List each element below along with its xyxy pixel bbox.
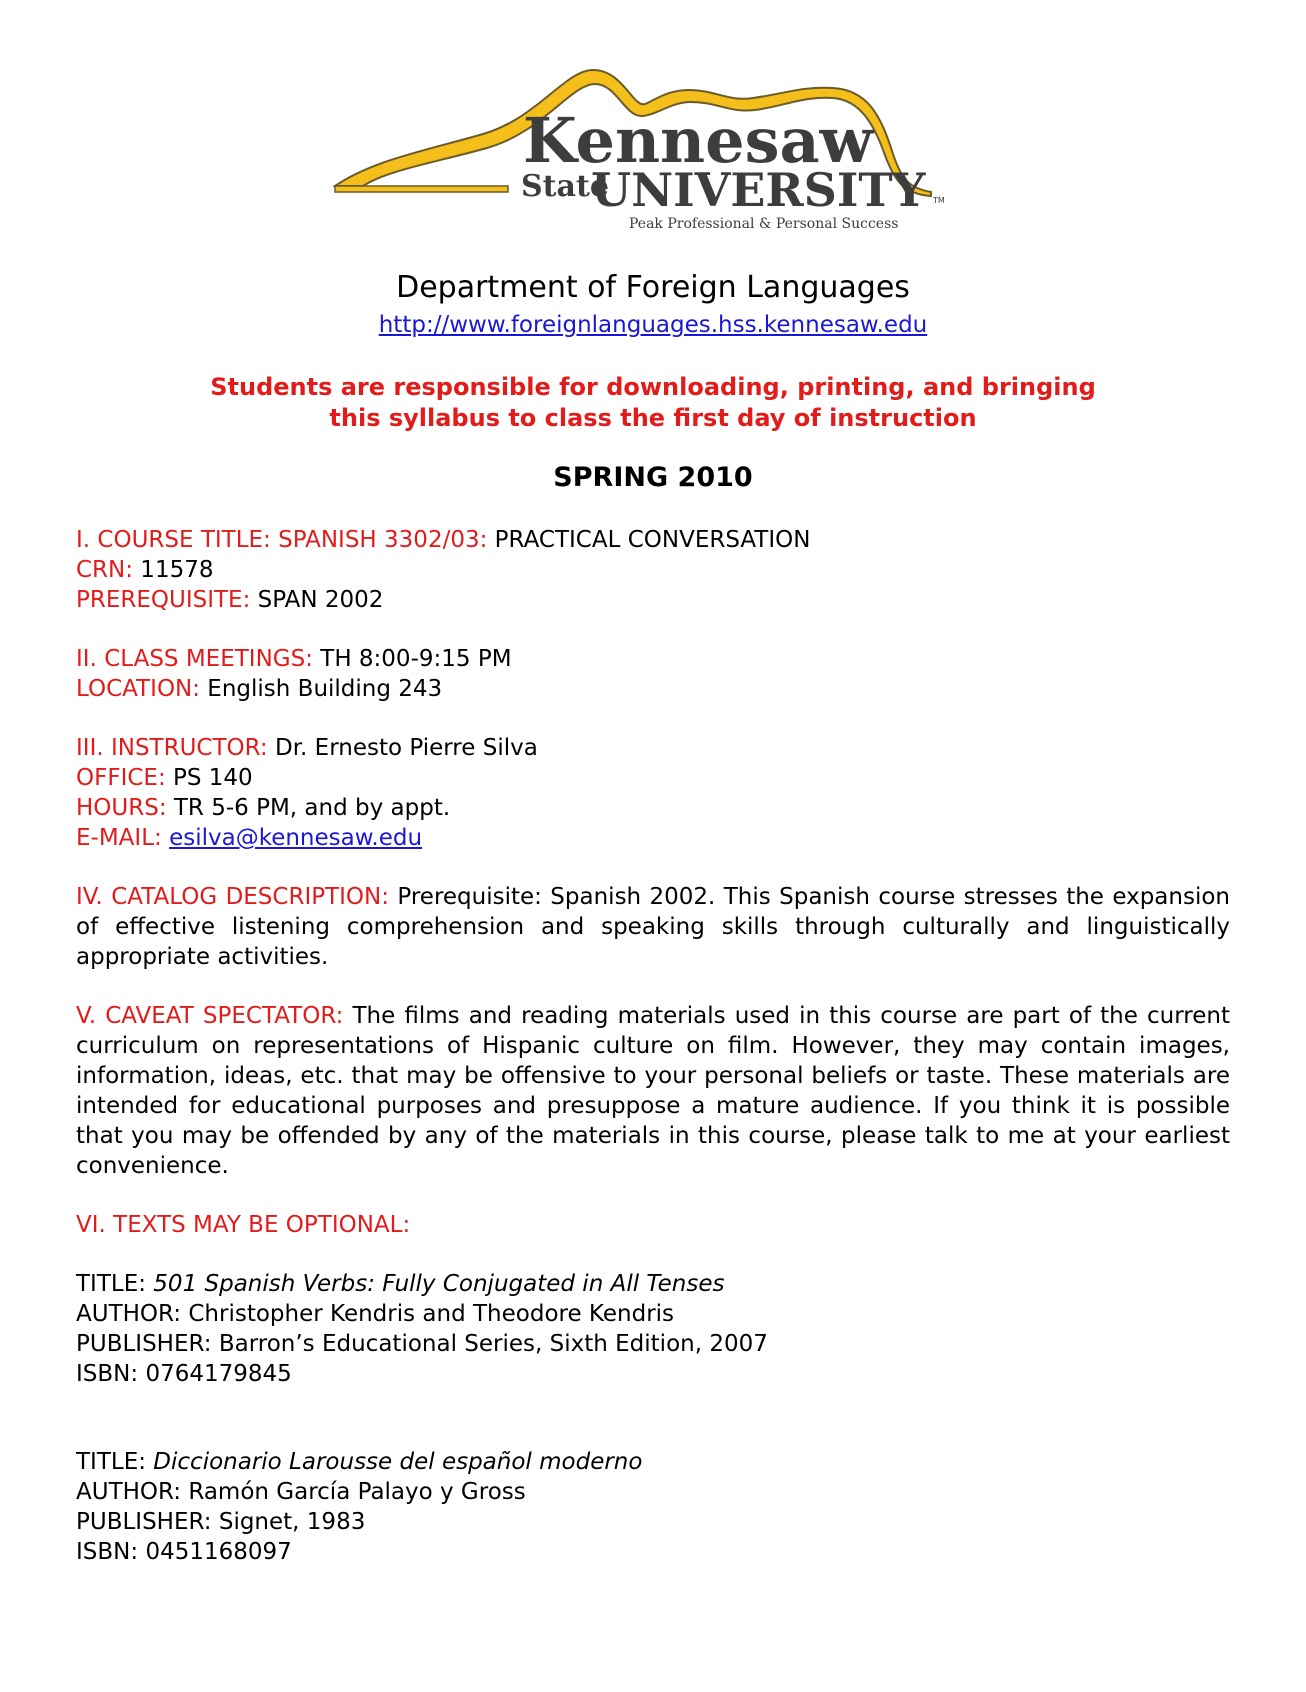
book-publisher-row	[76, 1329, 1230, 1359]
book-publisher-row	[76, 1507, 1230, 1537]
book-author: Christopher Kendris and Theodore Kendris	[188, 1301, 675, 1327]
prerequisite-label: PREREQUISITE:	[76, 587, 251, 613]
instructor-label: III. INSTRUCTOR:	[76, 735, 268, 761]
logo-kennesaw-text: Kennesaw	[523, 104, 874, 177]
department-title: Department of Foreign Languages	[396, 270, 910, 305]
term-heading: SPRING 2010	[553, 462, 753, 493]
location-value: English Building 243	[200, 676, 443, 702]
spacer	[76, 1389, 1230, 1447]
notice-line-2: this syllabus to class the first day of instruction	[329, 404, 977, 432]
book-isbn-label: ISBN:	[76, 1361, 146, 1387]
spacer	[76, 1240, 1230, 1269]
class-meetings-row	[76, 644, 1230, 674]
logo-swoosh-base	[335, 186, 508, 192]
book-publisher-label: PUBLISHER:	[76, 1509, 219, 1535]
catalog-description-label: IV. CATALOG DESCRIPTION:	[76, 884, 389, 910]
book-title-row	[76, 1269, 1230, 1299]
email-link[interactable]: esilva@kennesaw.edu	[169, 825, 423, 851]
course-title-label: I. COURSE TITLE: SPANISH 3302/03:	[76, 527, 488, 553]
logo-university-text: UNIVERSITY	[591, 163, 926, 217]
book-publisher: Barron’s Educational Series, Sixth Edition, 2007	[218, 1331, 768, 1357]
book-entry	[76, 1269, 1230, 1389]
book-author-label: AUTHOR:	[76, 1301, 189, 1327]
syllabus-notice	[0, 372, 1306, 434]
book-isbn-label: ISBN:	[76, 1539, 146, 1565]
book-title: 501 Spanish Verbs: Fully Conjugated in All Tenses	[153, 1271, 725, 1297]
book-entry	[76, 1447, 1230, 1567]
logo-tagline-text: Peak Professional & Personal Success	[629, 216, 899, 232]
texts-heading	[76, 1210, 1230, 1240]
instructor-value: Dr. Ernesto Pierre Silva	[267, 735, 538, 761]
location-label: LOCATION:	[76, 676, 200, 702]
course-title-row	[76, 525, 1230, 555]
book-isbn-row	[76, 1537, 1230, 1567]
email-row	[76, 823, 1230, 853]
crn-value: 11578	[133, 557, 214, 583]
catalog-description-text: Prerequisite: Spanish 2002. This Spanish course stresses the expansion of effective listening comprehension and speaking skills through culturally and linguistically appropriate activities.	[76, 884, 1230, 970]
hours-label: HOURS:	[76, 795, 167, 821]
class-meetings-label: II. CLASS MEETINGS:	[76, 646, 313, 672]
book-author-row	[76, 1477, 1230, 1507]
spacer	[76, 972, 1230, 1001]
office-row	[76, 763, 1230, 793]
location-row	[76, 674, 1230, 704]
hours-value: TR 5-6 PM, and by appt.	[166, 795, 451, 821]
syllabus-body	[76, 525, 1230, 1567]
texts-heading-label: VI. TEXTS MAY BE OPTIONAL:	[76, 1212, 411, 1238]
prerequisite-row	[76, 585, 1230, 615]
email-label: E-MAIL:	[76, 825, 162, 851]
caveat-spectator	[76, 1001, 1230, 1181]
logo-state-text: State	[521, 169, 609, 204]
book-author-label: AUTHOR:	[76, 1479, 189, 1505]
instructor-row	[76, 733, 1230, 763]
logo-trademark: TM	[933, 196, 945, 205]
spacer	[76, 1181, 1230, 1210]
class-meetings-value: TH 8:00-9:15 PM	[312, 646, 512, 672]
book-isbn: 0451168097	[145, 1539, 292, 1565]
course-title-value: PRACTICAL CONVERSATION	[487, 527, 811, 553]
book-title-label: TITLE:	[76, 1271, 154, 1297]
department-url-link[interactable]: http://www.foreignlanguages.hss.kennesaw.edu	[378, 312, 928, 338]
book-publisher-label: PUBLISHER:	[76, 1331, 219, 1357]
book-title: Diccionario Larousse del español moderno	[153, 1449, 643, 1475]
kennesaw-state-university-logo	[333, 68, 973, 243]
crn-row	[76, 555, 1230, 585]
spacer	[76, 853, 1230, 882]
spacer	[76, 704, 1230, 733]
hours-row	[76, 793, 1230, 823]
book-publisher: Signet, 1983	[218, 1509, 366, 1535]
catalog-description	[76, 882, 1230, 972]
book-isbn-row	[76, 1359, 1230, 1389]
office-label: OFFICE:	[76, 765, 166, 791]
notice-line-1: Students are responsible for downloading, printing, and bringing	[210, 373, 1096, 401]
book-author-row	[76, 1299, 1230, 1329]
office-value: PS 140	[165, 765, 253, 791]
book-author: Ramón García Palayo y Gross	[188, 1479, 526, 1505]
caveat-spectator-text: The films and reading materials used in this course are part of the current curriculum on representations of Hispanic culture on film. However, they may contain images, information, ideas, etc. that may be offensive to your personal beliefs or taste. These materials are intended for educational purposes and presuppose a mature audience. If you think it is possible that you may be offended by any of the materials in this course, please talk to me at your earliest convenience.	[76, 1003, 1230, 1179]
book-title-label: TITLE:	[76, 1449, 154, 1475]
spacer	[76, 615, 1230, 644]
book-isbn: 0764179845	[145, 1361, 292, 1387]
caveat-spectator-label: V. CAVEAT SPECTATOR:	[76, 1003, 344, 1029]
prerequisite-value: SPAN 2002	[250, 587, 384, 613]
book-title-row	[76, 1447, 1230, 1477]
crn-label: CRN:	[76, 557, 133, 583]
